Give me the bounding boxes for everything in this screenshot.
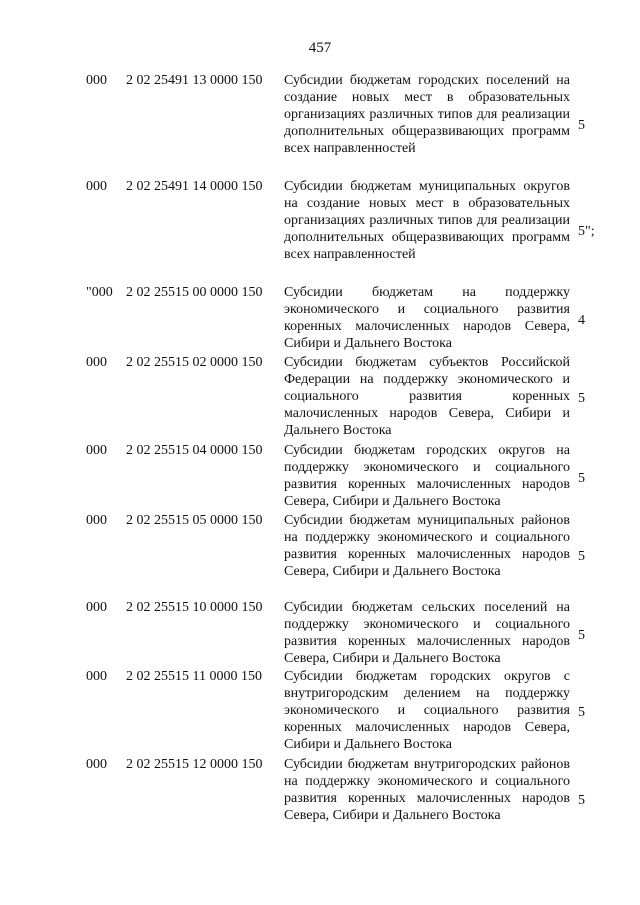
row-prefix: 000 — [86, 757, 107, 772]
row-prefix: 000 — [86, 600, 107, 615]
row-value: 5 — [578, 793, 585, 808]
row-code: 2 02 25515 12 0000 150 — [126, 757, 263, 772]
row-value: 5"; — [578, 223, 595, 239]
row-prefix: 000 — [86, 355, 107, 370]
row-code: 2 02 25515 02 0000 150 — [126, 355, 263, 370]
row-description: Субсидии бюджетам городских округов с внутригородским делением на поддержку экономического и социального развития коренных малочисленных народов Севера, Сибири и Дальнего Востока — [284, 669, 570, 752]
row-value: 5 — [578, 705, 585, 720]
row-value: 5 — [578, 391, 585, 406]
row-code: 2 02 25515 00 0000 150 — [126, 285, 263, 300]
row-description: Субсидии бюджетам внутригородских районов на поддержку экономического и социального развития коренных малочисленных народов Севера, Сибири и Дальнего Востока — [284, 757, 570, 823]
row-prefix: 000 — [86, 73, 107, 88]
row-code: 2 02 25515 11 0000 150 — [126, 669, 262, 684]
row-code: 2 02 25491 14 0000 150 — [126, 179, 263, 194]
row-code: 2 02 25515 04 0000 150 — [126, 443, 263, 458]
row-code: 2 02 25515 05 0000 150 — [126, 513, 263, 528]
row-description: Субсидии бюджетам на поддержку экономического и социального развития коренных малочисленных народов Севера, Сибири и Дальнего Востока — [284, 285, 570, 351]
row-description: Субсидии бюджетам муниципальных округов на создание новых мест в образовательных организациях различных типов для реализации дополнительных общеразвивающих программ всех направленностей — [284, 179, 570, 262]
row-prefix: 000 — [86, 513, 107, 528]
row-prefix: "000 — [86, 285, 113, 300]
row-value: 4 — [578, 312, 585, 328]
page-number: 457 — [308, 40, 332, 56]
row-prefix: 000 — [86, 443, 107, 458]
row-prefix: 000 — [86, 669, 107, 684]
row-value: 5 — [578, 627, 585, 643]
row-value: 5 — [578, 549, 585, 564]
row-description: Субсидии бюджетам городских округов на поддержку экономического и социального развития коренных малочисленных народов Севера, Сибири и Дальнего Востока — [284, 443, 570, 509]
row-description: Субсидии бюджетам сельских поселений на поддержку экономического и социального развития коренных малочисленных народов Севера, Сибири и Дальнего Востока — [284, 600, 570, 666]
row-prefix: 000 — [86, 179, 107, 194]
row-code: 2 02 25491 13 0000 150 — [126, 73, 263, 88]
row-code: 2 02 25515 10 0000 150 — [126, 600, 263, 615]
row-description: Субсидии бюджетам городских поселений на создание новых мест в образовательных организациях различных типов для реализации дополнительных общеразвивающих программ всех направленностей — [284, 73, 570, 156]
row-description: Субсидии бюджетам муниципальных районов на поддержку экономического и социального развития коренных малочисленных народов Севера, Сибири и Дальнего Востока — [284, 513, 570, 579]
row-value: 5 — [578, 470, 585, 486]
row-value: 5 — [578, 117, 585, 133]
row-description: Субсидии бюджетам субъектов Российской Федерации на поддержку экономического и социального развития коренных малочисленных народов Севера, Сибири и Дальнего Востока — [284, 355, 570, 438]
